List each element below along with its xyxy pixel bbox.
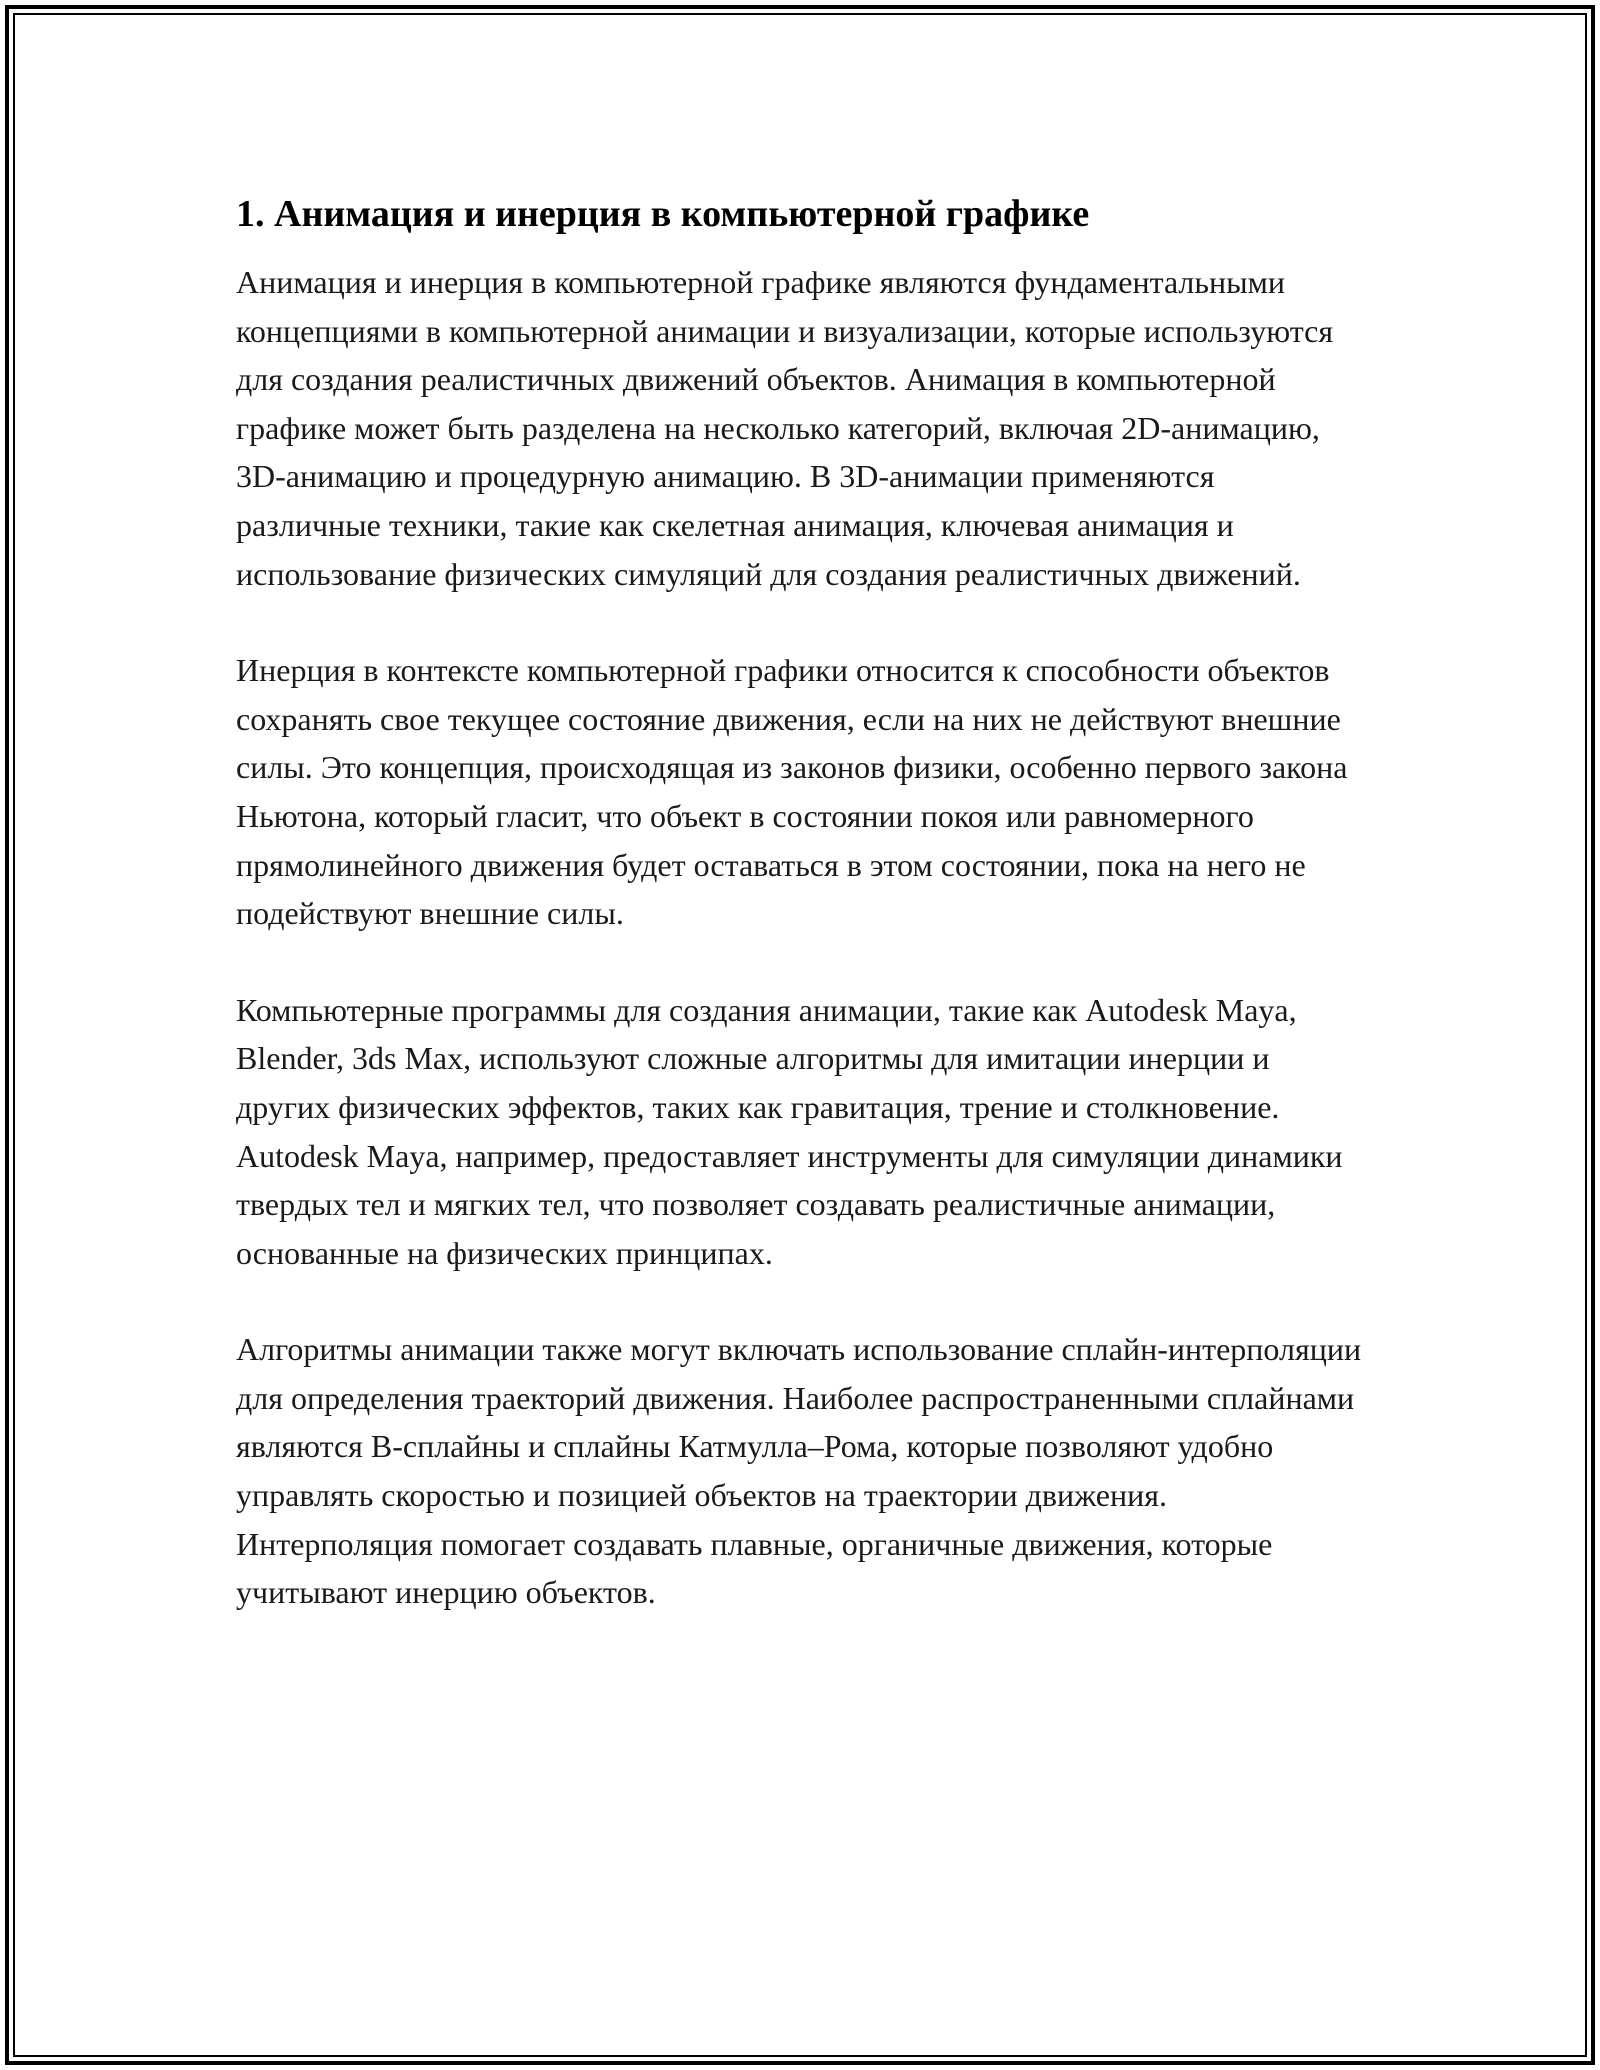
paragraph-software: Компьютерные программы для создания анимации, такие как Autodesk Maya, Blender, 3ds Max, используют сложные алгоритмы для имитации инерции и других физических эффектов, таких как гравитация, трение и столкновение. Autodesk Maya, например, предоставляет инструменты для симуляции динамики твердых тел и мягких тел, что позволяет создавать реалистичные анимации, основанные на физических принципах. — [236, 991, 1343, 1271]
paragraph-animation: Анимация и инерция в компьютерной графике являются фундаментальными концепциями в компьютерной анимации и визуализации, которые используются для создания реалистичных движений объектов. Анимация в компьютерной графике может быть разделена на несколько категорий, включая 2D-анимацию, 3D-анимацию и процедурную анимацию. В 3D-анимации применяются различные техники, такие как скелетная анимация, ключевая анимация и использование физических симуляций для создания реалистичных движений. — [236, 264, 1334, 592]
section-heading: 1. Анимация и инерция в компьютерной графике — [236, 193, 1090, 235]
document-body — [236, 184, 1366, 1665]
paragraph-inertia: Инерция в контексте компьютерной графики относится к способности объектов сохранять свое текущее состояние движения, если на них не действуют внешние силы. Это концепция, происходящая из законов физики, особенно первого закона Ньютона, который гласит, что объект в состоянии покоя или равномерного прямолинейного движения будет оставаться в этом состоянии, пока на него не подействуют внешние силы. — [236, 652, 1348, 932]
paragraph-splines: Алгоритмы анимации также могут включать использование сплайн-интерполяции для определения траекторий движения. Наиболее распространенными сплайнами являются B-сплайны и сплайны Катмулла–Рома, которые позволяют удобно управлять скоростью и позицией объектов на траектории движения. Интерполяция помогает создавать плавные, органичные движения, которые учитывают инерцию объектов. — [236, 1331, 1362, 1611]
